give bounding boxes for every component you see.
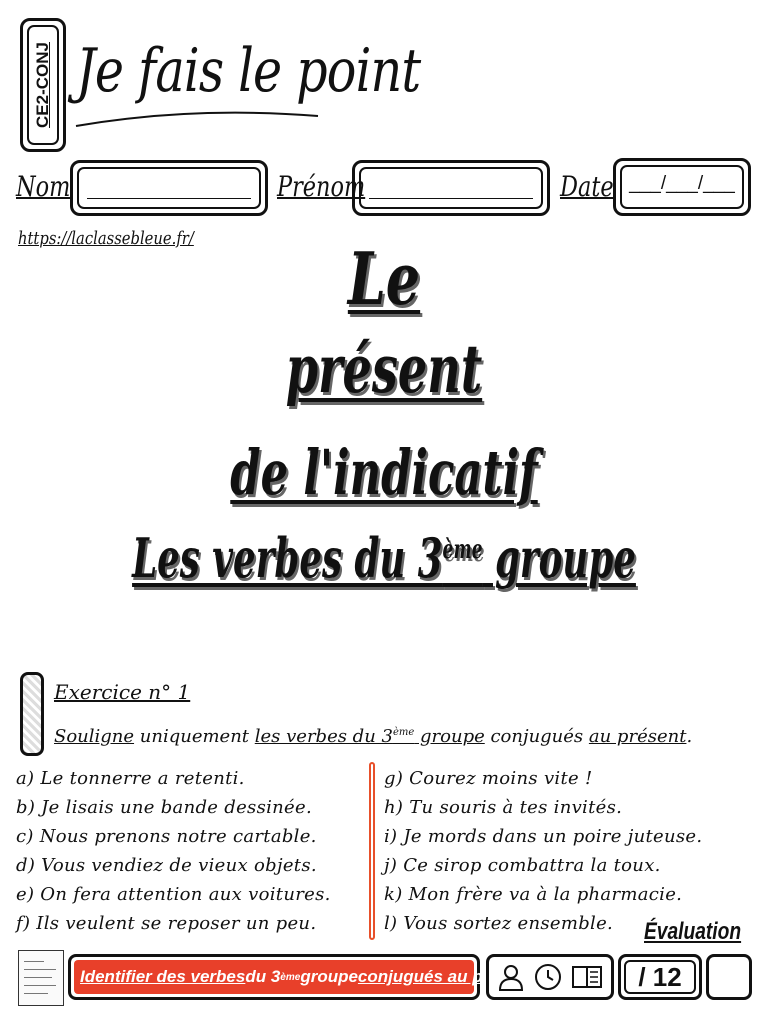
level-tag-text: CE2-CONJ <box>33 42 52 128</box>
nom-label: Nom <box>16 170 71 203</box>
skill-groupe: groupe <box>300 967 358 986</box>
title-swash-decoration <box>72 104 322 134</box>
page-title: Je fais le point <box>76 36 421 106</box>
lesson-title-line-4 <box>131 526 638 590</box>
worksheet-thumbnail-icon <box>18 950 64 1006</box>
instr-souligne: Souligne <box>54 726 135 747</box>
sentence-c[interactable]: c) Nous prenons notre cartable. <box>16 826 317 847</box>
lesson-title-line-4-b: groupe <box>482 526 636 590</box>
lesson-title-line-4-a: Les verbes du 3 <box>132 526 443 590</box>
instr-conjugues: conjugués <box>484 726 589 747</box>
skill-text <box>74 960 534 994</box>
grade-box[interactable] <box>706 954 752 1000</box>
sentence-i[interactable]: i) Je mords dans un poire juteuse. <box>384 826 703 847</box>
prenom-field[interactable] <box>352 160 550 216</box>
prenom-label: Prénom <box>277 170 366 203</box>
sentence-l[interactable]: l) Vous sortez ensemble. <box>384 913 614 934</box>
instr-verbes-text: les verbes du 3 <box>254 726 393 747</box>
instr-uniquement: uniquement <box>134 726 255 747</box>
nom-field[interactable] <box>70 160 268 216</box>
skill-identifier: Identifier des verbes <box>80 967 246 986</box>
column-divider <box>369 762 375 940</box>
skill-conjugues: conjugués au présent <box>357 967 534 986</box>
lesson-title-sup: ème <box>442 535 483 565</box>
sentence-j[interactable]: j) Ce sirop combattra la toux. <box>384 855 661 876</box>
lesson-title-line-3: de l'indicatif <box>230 436 538 509</box>
website-link[interactable]: https://laclassebleue.fr/ <box>18 228 194 249</box>
sentence-f[interactable]: f) Ils veulent se reposer un peu. <box>16 913 317 934</box>
lesson-title-line-1: Le <box>347 236 421 321</box>
level-tag <box>20 18 66 152</box>
person-icon <box>496 962 526 992</box>
date-placeholder: ___/___/___ <box>629 173 735 194</box>
clock-icon <box>533 962 563 992</box>
sentence-h[interactable]: h) Tu souris à tes invités. <box>384 797 623 818</box>
instr-groupe: groupe <box>414 726 485 747</box>
skill-sup: ème <box>280 971 301 983</box>
instr-period: . <box>686 726 693 747</box>
book-icon <box>570 962 604 992</box>
instr-present: au présent <box>588 726 687 747</box>
mode-icons-box <box>486 954 614 1000</box>
instr-verbes <box>255 726 485 747</box>
evaluation-label: Évaluation <box>644 918 742 945</box>
lesson-title-line-2: présent <box>285 330 483 408</box>
sentence-g[interactable]: g) Courez moins vite ! <box>384 768 593 789</box>
sentence-d[interactable]: d) Vous vendiez de vieux objets. <box>16 855 317 876</box>
exercise-title: Exercice n° 1 <box>54 680 191 704</box>
skill-banner <box>68 954 534 1000</box>
score-text: / 12 <box>624 960 696 994</box>
skill-du: du 3 <box>245 967 281 986</box>
exercise-marker <box>20 672 44 756</box>
score-box[interactable] <box>618 954 702 1000</box>
sentence-b[interactable]: b) Je lisais une bande dessinée. <box>16 797 312 818</box>
sentence-e[interactable]: e) On fera attention aux voitures. <box>16 884 331 905</box>
date-field[interactable] <box>613 158 751 216</box>
instr-sup: ème <box>392 727 415 738</box>
sentence-k[interactable]: k) Mon frère va à la pharmacie. <box>384 884 683 905</box>
exercise-instruction <box>54 726 692 747</box>
date-label: Date <box>560 170 614 203</box>
sentence-a[interactable]: a) Le tonnerre a retenti. <box>16 768 245 789</box>
